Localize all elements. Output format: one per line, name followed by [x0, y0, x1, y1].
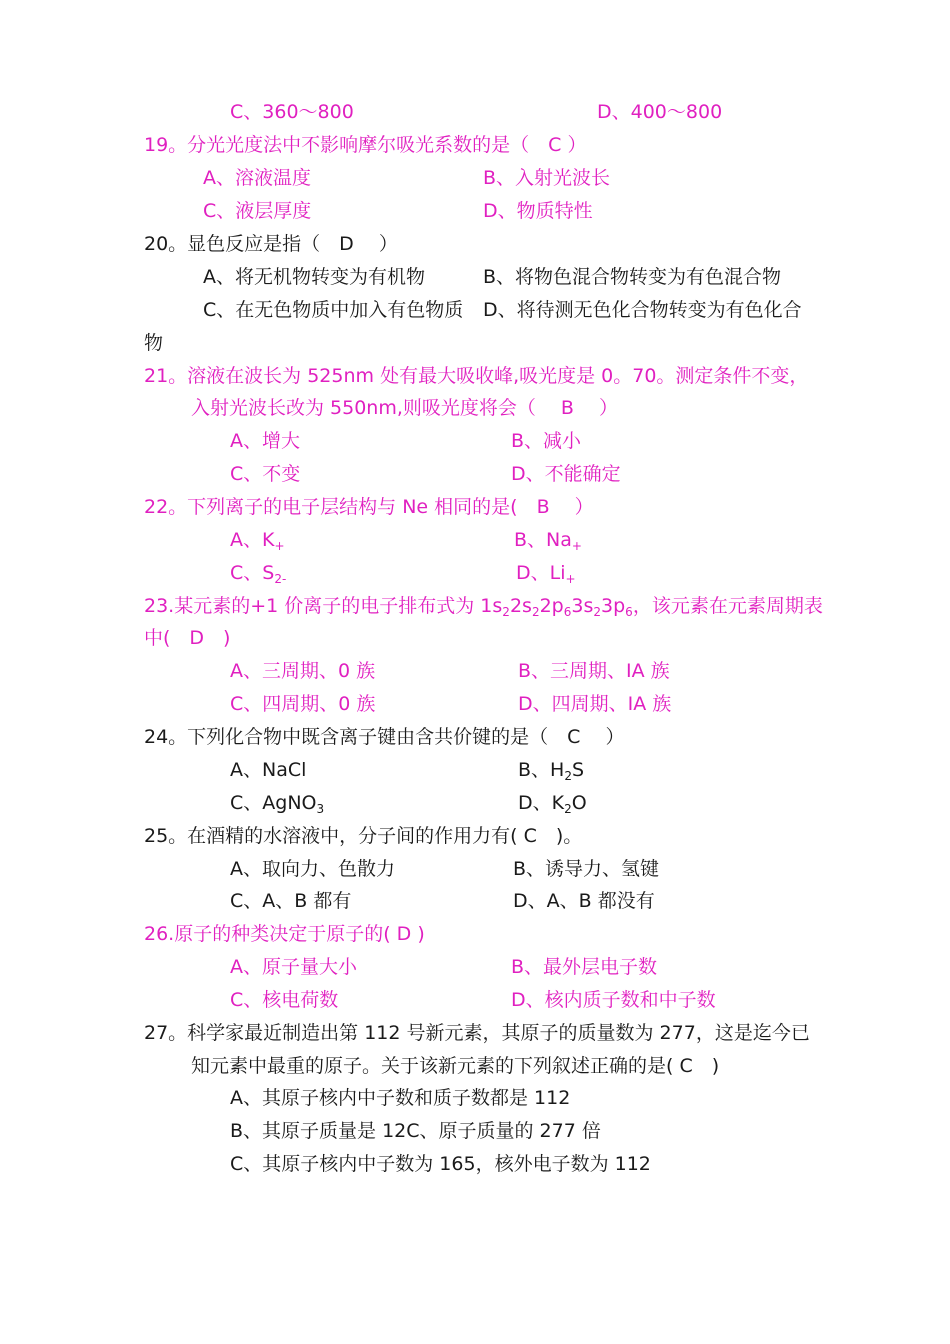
q20-option-b: B、将物色混合物转变为有色混合物	[483, 266, 782, 288]
q20-option-a: A、将无机物转变为有机物	[203, 266, 425, 288]
q19-option-d: D、物质特性	[483, 200, 593, 222]
q27-stem-line2: 知元素中最重的原子。关于该新元素的下列叙述正确的是( C )	[191, 1055, 720, 1077]
q26-option-a: A、原子量大小	[230, 956, 357, 978]
q21-option-a: A、增大	[230, 430, 300, 452]
q19-option-c: C、液层厚度	[203, 200, 312, 222]
q25-option-b: B、诱导力、氢键	[513, 858, 660, 880]
q24-option-b: B、$H_2S$	[518, 759, 585, 783]
q25-option-c: C、A、B 都有	[230, 890, 352, 912]
q27-option-a: A、其原子核内中子数和质子数都是 112	[230, 1087, 571, 1109]
q23-option-c: C、四周期、0 族	[230, 693, 376, 715]
q22-option-a: A、$K_+$	[230, 529, 285, 553]
q23-option-d: D、四周期、IA 族	[518, 693, 672, 715]
q19-option-a: A、溶液温度	[203, 167, 311, 189]
q21-option-d: D、不能确定	[511, 463, 621, 485]
q22-option-b: B、$Na_+$	[514, 529, 582, 553]
q20-option-c: C、在无色物质中加入有色物质	[203, 299, 464, 321]
q22-stem: 22。下列离子的电子层结构与 Ne 相同的是( B ）	[144, 496, 594, 518]
q19-stem: 19。分光光度法中不影响摩尔吸光系数的是（ C ）	[144, 134, 587, 156]
q20-stem: 20。显色反应是指（ D ）	[144, 233, 398, 255]
q23-stem-line1: 23.某元素的+1 价离子的电子排布式为 $1s_22s_22p_63s_23p_6$，该元素在元素周期表	[144, 595, 823, 619]
q24-stem: 24。下列化合物中既含离子键由含共价键的是（ C ）	[144, 726, 625, 748]
q22-option-c: C、$S_{2-}$	[230, 562, 287, 586]
q24-option-d: D、$K_2O$	[518, 792, 587, 816]
q26-option-c: C、核电荷数	[230, 989, 339, 1011]
q18-option-d: D、400～800	[597, 101, 723, 123]
q23-stem-line2: 中( D )	[144, 627, 231, 649]
q27-stem-line1: 27。科学家最近制造出第 112 号新元素，其原子的质量数为 277，这是迄今已	[144, 1022, 810, 1044]
q23-option-b: B、三周期、IA 族	[518, 660, 670, 682]
q21-option-b: B、减小	[511, 430, 582, 452]
q26-option-b: B、最外层电子数	[511, 956, 658, 978]
q21-stem-line2: 入射光波长改为 550nm,则吸光度将会（ B ）	[191, 397, 619, 419]
q24-option-a: A、NaCl	[230, 759, 307, 781]
q24-option-c: C、AgNO$_3$	[230, 792, 325, 816]
q27-option-c: C、其原子核内中子数为 165，核外电子数为 112	[230, 1153, 651, 1175]
q25-option-a: A、取向力、色散力	[230, 858, 395, 880]
q20-option-d-continuation: 物	[144, 332, 164, 354]
q23-option-a: A、三周期、0 族	[230, 660, 376, 682]
q26-stem: 26.原子的种类决定于原子的( D )	[144, 923, 425, 945]
q26-option-d: D、核内质子数和中子数	[511, 989, 716, 1011]
q19-option-b: B、入射光波长	[483, 167, 611, 189]
q20-option-d: D、将待测无色化合物转变为有色化合	[483, 299, 802, 321]
q18-option-c: C、360～800	[230, 101, 354, 123]
q22-option-d: D、$Li_+$	[516, 562, 576, 586]
q21-option-c: C、不变	[230, 463, 301, 485]
q25-stem: 25。在酒精的水溶液中，分子间的作用力有( C )。	[144, 825, 583, 847]
q21-stem-line1: 21。溶液在波长为 525nm 处有最大吸收峰,吸光度是 0。70。测定条件不变，	[144, 365, 809, 387]
q25-option-d: D、A、B 都没有	[513, 890, 655, 912]
q27-option-b: B、其原子质量是 12C、原子质量的 277 倍	[230, 1120, 601, 1142]
